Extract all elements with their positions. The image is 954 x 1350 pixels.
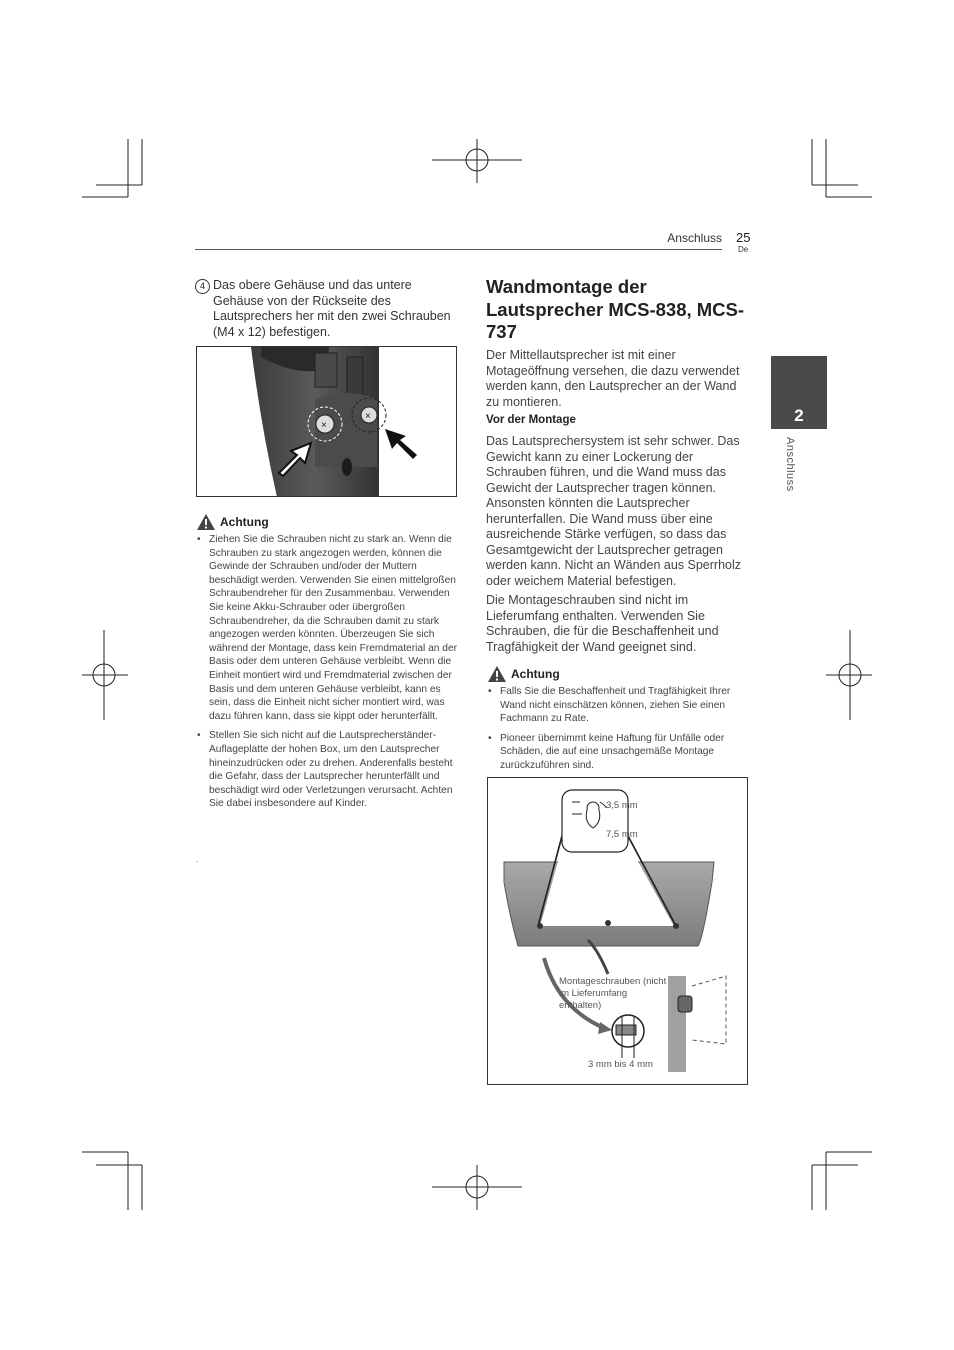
caution-item: • Pioneer übernimmt keine Haftung für Unfälle oder Schäden, die auf eine unsachgemäße Montage zurückzuführen sind.	[487, 732, 751, 773]
caution-item: • Stellen Sie sich nicht auf die Lautsprecherständer-Auflageplatte der hohen Box, um den Lautsprecher hineinzudrücken oder zu drehen. Anderenfalls besteht die Gefahr, dass der Lautsprecher herunterfällt und beschädigt wird oder Verletzungen verursacht. Achten Sie dabei insbesondere auf Kinder.	[196, 729, 460, 811]
chapter-tab	[771, 356, 827, 429]
section-title: Wandmontage der Lautsprecher MCS-838, MCS-737	[486, 276, 745, 342]
warning-icon	[487, 665, 507, 683]
screw-label: Montageschrauben (nicht im Lieferumfang enthalten)	[559, 976, 667, 1011]
svg-text:×: ×	[365, 411, 371, 422]
screw-fastening-illustration	[196, 346, 457, 497]
paragraph-screws: Die Montageschrauben sind nicht im Lieferumfang enthalten. Verwenden Sie Schrauben, die für die Beschaffenheit und Tragfähigkeit der Wand geeignet sind.	[486, 593, 719, 654]
caution-list-right	[487, 685, 751, 779]
dimension-label-bottom: 7,5 mm	[606, 829, 638, 840]
caution-item: • Falls Sie die Beschaffenheit und Tragfähigkeit Ihrer Wand nicht einschätzen können, ziehen Sie einen Fachmann zu Rate.	[487, 685, 751, 726]
caution-list-left	[196, 533, 460, 817]
subheading: Vor der Montage	[486, 414, 576, 426]
trailing-mark: .	[196, 855, 199, 864]
caution-heading-left: Achtung	[220, 515, 269, 529]
header-rule	[195, 249, 722, 250]
step-number: 4	[195, 279, 210, 294]
step-text: Das obere Gehäuse und das untere Gehäuse von der Rückseite des Lautsprechers her mit den zwei Schrauben (M4 x 12) befestigen.	[213, 278, 451, 339]
caution-heading-right: Achtung	[511, 667, 560, 681]
gap-label: 3 mm bis 4 mm	[588, 1059, 653, 1070]
caution-item: • Ziehen Sie die Schrauben nicht zu stark an. Wenn die Schrauben zu stark angezogen werden, können die Gewinde der Schrauben und/oder der Muttern beschädigt werden. Verwenden Sie einen mittelgroßen Schraubendreher für den Zusammenbau. Verwenden Sie keine Akku-Schrauber oder übergroßen Schraubendreher, da die Schrauben damit zu stark angezogen werden könnten. Überzeugen Sie sich während der Montage, dass kein Fremdmaterial an der Basis oder dem unteren Gehäuse verbleibt. Wenn die Einheit montiert wird und Fremdmaterial zwischen der Basis und dem unteren Gehäuse verbleibt, kann es sein, dass die Einheit nicht sicher montiert wird, was dazu führen kann, dass sie kippt oder herunterfällt.	[196, 533, 460, 723]
header-section-title: Anschluss	[667, 231, 722, 245]
page-number: 25	[736, 230, 751, 245]
language-code: De	[738, 245, 749, 254]
paragraph-weight: Das Lautsprechersystem ist sehr schwer. Das Gewicht kann zu einer Lockerung der Schrauben führen, und die Wand muss das Gewicht der Lautsprecher tragen können. Ansonsten könnten die Lautsprecher herunterfallen. Die Wand muss über eine ausreichende Stärke verfügen, so dass das Gesamtgewicht der Lautsprecher getragen werden kann. Nicht an Wänden aus Sperrholz oder weichem Material befestigen.	[486, 434, 742, 588]
dimension-label-top: 3,5 mm	[606, 800, 638, 811]
svg-text:×: ×	[321, 420, 327, 431]
intro-paragraph: Der Mittellautsprecher ist mit einer Motageöffnung versehen, die dazu verwendet werden kann, den Lautsprecher an der Wand zu montieren.	[486, 348, 740, 409]
chapter-label: Anschluss	[784, 437, 796, 492]
chapter-number: 2	[794, 406, 804, 425]
warning-icon	[196, 513, 216, 531]
wall-mount-illustration	[487, 777, 748, 1085]
